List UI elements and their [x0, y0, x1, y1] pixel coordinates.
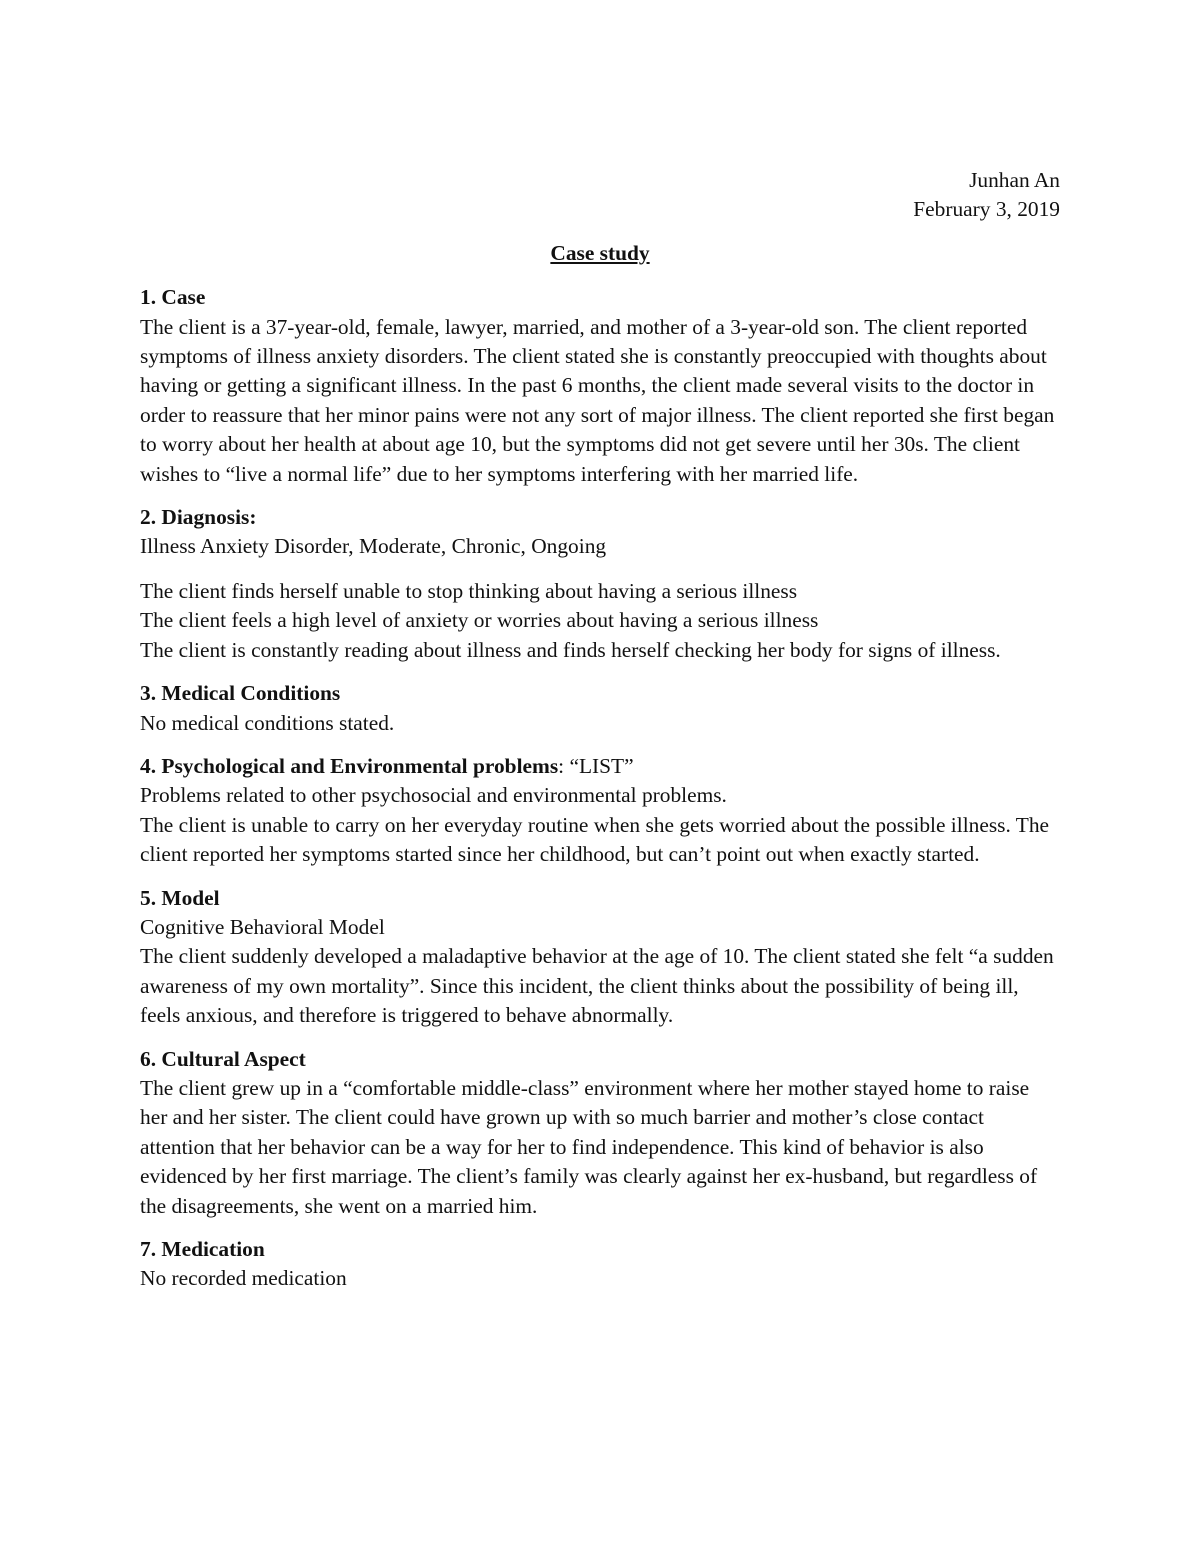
- document-title: Case study: [550, 240, 650, 265]
- section-case: [140, 283, 1060, 489]
- document-date: February 3, 2019: [913, 197, 1060, 222]
- diagnosis-criterion: The client feels a high level of anxiety or worries about having a serious illness: [140, 608, 819, 633]
- section-body: The client is a 37-year-old, female, lawyer, married, and mother of a 3-year-old son. The client reported symptoms of illness anxiety disorders. The client stated she is constantly preoccupied with thoughts about having or getting a significant illness. In the past 6 months, the client made several visits to the doctor in order to reassure that her minor pains were not any sort of major illness. The client reported she first began to worry about her health at about age 10, but the symptoms did not get severe until her 30s. The client wishes to “live a normal life” due to her symptoms interfering with her married life.: [140, 314, 1055, 486]
- section-heading: 7. Medication: [140, 1237, 265, 1261]
- section-heading: 6. Cultural Aspect: [140, 1046, 306, 1071]
- section-diagnosis: [140, 503, 1060, 665]
- document-header: [140, 166, 1060, 225]
- section-model: [140, 884, 1060, 1031]
- document-page: [140, 166, 1060, 1308]
- diagnosis-criterion: The client is constantly reading about illness and finds herself checking her body for signs of illness.: [140, 637, 1001, 662]
- section-psychological-problems: [140, 752, 1060, 870]
- section-subtitle: Problems related to other psychosocial and environmental problems.: [140, 783, 727, 808]
- section-heading: 1. Case: [140, 285, 206, 310]
- section-medication: [140, 1235, 1060, 1294]
- author-name: Junhan An: [969, 168, 1060, 192]
- paragraph-gap: [140, 562, 1060, 577]
- section-heading-suffix: : “LIST”: [558, 753, 634, 778]
- section-heading: 3. Medical Conditions: [140, 681, 341, 706]
- section-body: No recorded medication: [140, 1266, 347, 1291]
- section-cultural-aspect: [140, 1045, 1060, 1221]
- section-heading: 5. Model: [140, 885, 220, 910]
- section-body: The client is unable to carry on her everyday routine when she gets worried about the possible illness. The client reported her symptoms started since her childhood, but can’t point out when exactly started.: [140, 812, 1050, 867]
- section-medical-conditions: [140, 679, 1060, 738]
- section-heading: 2. Diagnosis:: [140, 505, 257, 530]
- section-body: No medical conditions stated.: [140, 710, 395, 735]
- diagnosis-criterion: The client finds herself unable to stop thinking about having a serious illness: [140, 578, 798, 603]
- section-heading-line: [140, 752, 1060, 781]
- section-body: The client grew up in a “comfortable middle-class” environment where her mother stayed home to raise her and her sister. The client could have grown up with so much barrier and mother’s close contact attention that her behavior can be a way for her to find independence. This kind of behavior is also evidenced by her first marriage. The client’s family was clearly against her ex-husband, but regardless of the disagreements, she went on a married him.: [140, 1075, 1038, 1218]
- diagnosis-summary: Illness Anxiety Disorder, Moderate, Chronic, Ongoing: [140, 534, 607, 559]
- section-body: The client suddenly developed a maladaptive behavior at the age of 10. The client stated she felt “a sudden awareness of my own mortality”. Since this incident, the client thinks about the possibility of being ill, feels anxious, and therefore is triggered to behave abnormally.: [140, 944, 1054, 1028]
- section-heading: 4. Psychological and Environmental problems: [140, 753, 559, 778]
- section-subtitle: Cognitive Behavioral Model: [140, 914, 385, 939]
